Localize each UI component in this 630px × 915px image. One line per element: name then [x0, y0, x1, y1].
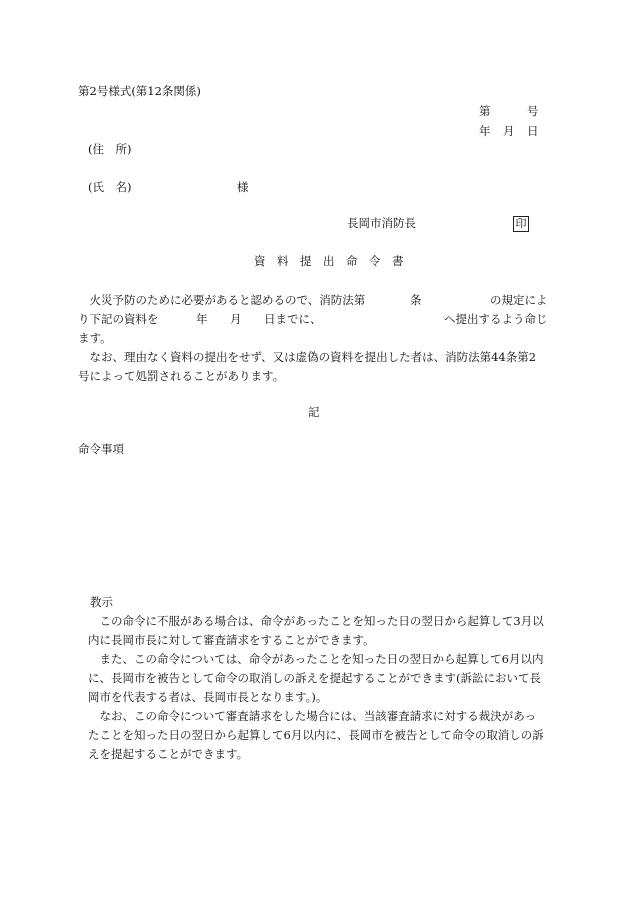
body-p1-line1-c: の規定によ [490, 293, 548, 307]
body-p1-line2-a: り下記の資料を [78, 312, 159, 326]
form-id: 第2号様式(第12条関係) [78, 84, 201, 98]
body-p1-line1-b: 条 [410, 293, 422, 307]
address-label: (住 所) [88, 142, 132, 156]
notice-line: 岡市を代表する者は、長岡市長となります。)。 [88, 690, 328, 704]
document-title: 資 料 提 出 命 令 書 [254, 254, 404, 268]
notice-line: えを提起することができます。 [88, 747, 249, 761]
doc-number-go: 号 [527, 104, 539, 118]
ki-marker: 記 [308, 405, 320, 419]
notice-line: 内に長岡市長に対して審査請求をすることができます。 [88, 633, 375, 647]
body-p2-line2: 号によって処罰されることがあります。 [78, 369, 285, 383]
notice-body [88, 612, 558, 764]
notice-line: たことを知った日の翌日から起算して6月以内に、長岡市を被告として命令の取消しの訴 [88, 728, 544, 742]
seal-mark: 印 [513, 216, 529, 232]
body-p2-line1: なお、理由なく資料の提出をせず、又は虚偽の資料を提出した者は、消防法第44条第2 [78, 350, 537, 364]
honorific: 様 [237, 180, 249, 194]
date-year: 年 [479, 124, 491, 138]
body-p1-line2-b: 年 [196, 312, 208, 326]
body-paragraph-1 [78, 291, 558, 386]
notice-line: に、長岡市を被告として命令の取消しの訴えを提起することができます(訴訟において長 [88, 671, 541, 685]
notice-line: また、この命令については、命令があったことを知った日の翌日から起算して6月以内 [88, 652, 544, 666]
body-p1-line2-e: へ提出するよう命じ [444, 312, 548, 326]
name-label: (氏 名) [88, 180, 132, 194]
notice-line: なお、この命令について審査請求をした場合には、当該審査請求に対する裁決があっ [88, 709, 537, 723]
body-p1-line2-d: 日までに、 [264, 312, 322, 326]
date-month: 月 [503, 124, 515, 138]
issuer-title: 長岡市消防長 [347, 216, 416, 230]
notice-heading: 教示 [90, 595, 113, 609]
order-heading: 命令事項 [78, 442, 124, 456]
body-p1-line2-c: 月 [230, 312, 242, 326]
doc-number-dai: 第 [479, 104, 491, 118]
body-p1-line1-a: 火災予防のために必要があると認めるので、消防法第 [78, 293, 366, 307]
notice-line: この命令に不服がある場合は、命令があったことを知った日の翌日から起算して3月以 [88, 614, 544, 628]
body-p1-line3: ます。 [78, 331, 112, 345]
date-day: 日 [527, 124, 539, 138]
